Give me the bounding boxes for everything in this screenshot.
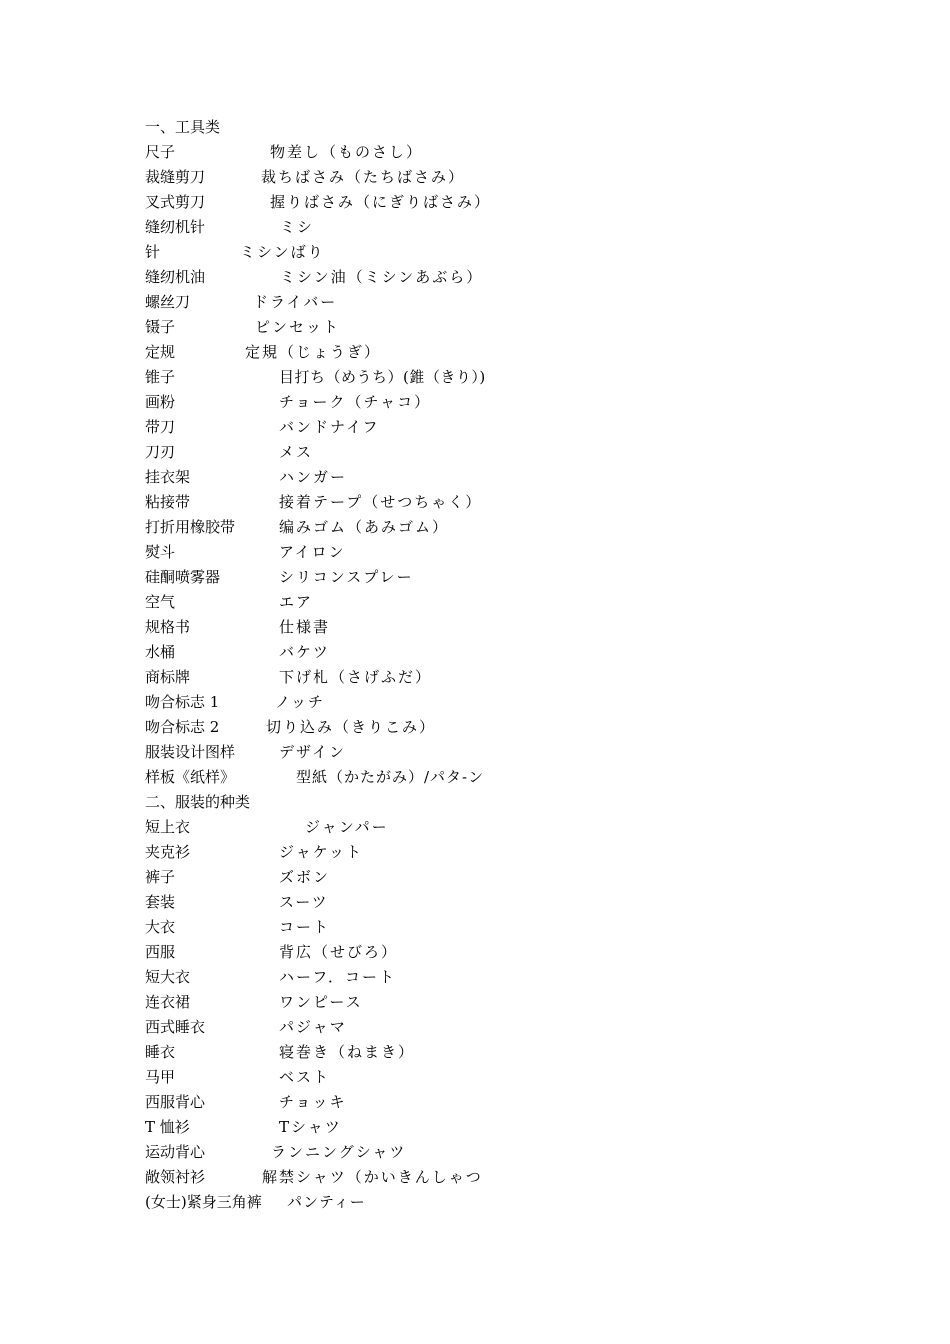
chinese-term: 西服背心 <box>145 1093 206 1111</box>
japanese-term: メス <box>279 443 314 461</box>
chinese-term: 尺子 <box>145 143 176 161</box>
japanese-term: バケツ <box>279 643 330 661</box>
japanese-term: 定規（じょうぎ） <box>245 343 382 361</box>
japanese-term: 切り込み（きりこみ） <box>266 718 437 736</box>
japanese-term: 寝巻き（ねまき） <box>279 1043 416 1061</box>
japanese-term: パンティー <box>287 1193 366 1211</box>
chinese-term: T 恤衫 <box>145 1118 190 1136</box>
chinese-term: 裤子 <box>145 868 176 886</box>
chinese-term: 短大衣 <box>145 968 191 986</box>
japanese-term: コート <box>279 918 331 936</box>
japanese-term: チョッキ <box>279 1093 347 1111</box>
chinese-term: 样板《纸样》 <box>145 768 236 786</box>
chinese-term: 连衣裙 <box>145 993 191 1011</box>
chinese-term: 挂衣架 <box>145 468 191 486</box>
chinese-term: 螺丝刀 <box>145 293 191 311</box>
chinese-term: 硅酮喷雾器 <box>145 568 221 586</box>
chinese-term: 短上衣 <box>145 818 191 836</box>
chinese-term: 打折用橡胶带 <box>145 518 236 536</box>
japanese-term: チョーク（チャコ） <box>279 393 432 411</box>
japanese-term: アイロン <box>279 543 346 561</box>
chinese-term: 带刀 <box>145 418 176 436</box>
japanese-term: 物差し（ものさし） <box>270 143 424 161</box>
chinese-term: 画粉 <box>145 393 176 411</box>
japanese-term: バンドナイフ <box>279 418 380 436</box>
japanese-term: ジャケット <box>279 843 363 861</box>
chinese-term: 西服 <box>145 943 176 961</box>
section-heading-clothing-types: 二、服装的种类 <box>145 793 251 811</box>
japanese-term: ノッチ <box>275 693 325 711</box>
japanese-term: 接着テープ（せつちゃく） <box>279 493 483 511</box>
chinese-term: 运动背心 <box>145 1143 206 1161</box>
chinese-term: 吻合标志 1 <box>145 693 220 711</box>
chinese-term: 西式睡衣 <box>145 1018 206 1036</box>
chinese-term: 锥子 <box>145 368 176 386</box>
chinese-term: 定规 <box>145 343 176 361</box>
japanese-term: ランニングシャツ <box>271 1143 407 1161</box>
japanese-term: ハーフ．コート <box>279 968 397 986</box>
japanese-term: ベスト <box>279 1068 331 1086</box>
japanese-term: 解禁シャツ（かいきんしゃつ <box>262 1168 483 1186</box>
chinese-term: 裁缝剪刀 <box>145 168 206 186</box>
japanese-term: ズボン <box>279 868 331 886</box>
japanese-term: ドライバー <box>253 293 338 311</box>
chinese-term: 针 <box>145 243 161 261</box>
japanese-term: ハンガー <box>279 468 348 486</box>
japanese-term: ミシンばり <box>240 243 325 261</box>
chinese-term: 刀刃 <box>145 443 176 461</box>
japanese-term: 仕様書 <box>279 618 331 636</box>
japanese-term: 握りばさみ（にぎりばさみ） <box>270 193 492 211</box>
chinese-term: 规格书 <box>145 618 191 636</box>
japanese-term: ジャンパー <box>305 818 389 836</box>
japanese-term: スーツ <box>279 893 329 911</box>
chinese-term: 大衣 <box>145 918 176 936</box>
chinese-term: 夹克衫 <box>145 843 191 861</box>
japanese-term: 裁ちばさみ（たちばさみ） <box>261 168 466 186</box>
chinese-term: 粘接带 <box>145 493 191 511</box>
japanese-term: ミシ <box>280 218 315 236</box>
japanese-term: 背広（せびろ） <box>279 943 399 961</box>
chinese-term: 叉式剪刀 <box>145 193 206 211</box>
chinese-term: 马甲 <box>145 1068 176 1086</box>
chinese-term: 水桶 <box>145 643 176 661</box>
chinese-term: 缝纫机油 <box>145 268 206 286</box>
japanese-term: 目打ち（めうち）(錐（きり）) <box>279 368 486 386</box>
chinese-term: 睡衣 <box>145 1043 176 1061</box>
japanese-term: ワンピース <box>279 993 363 1011</box>
japanese-term: パジャマ <box>279 1018 347 1036</box>
japanese-term: エア <box>279 593 314 611</box>
japanese-term: ミシン油（ミシンあぶら） <box>280 268 484 286</box>
chinese-term: 套装 <box>145 893 176 911</box>
chinese-term: 商标牌 <box>145 668 191 686</box>
japanese-term: ピンセット <box>255 318 341 336</box>
section-heading-tools: 一、工具类 <box>145 118 221 136</box>
chinese-term: 缝纫机针 <box>145 218 206 236</box>
chinese-term: 服装设计图样 <box>145 743 236 761</box>
japanese-term: 型紙（かたがみ）/パタ-ン <box>296 768 485 786</box>
japanese-term: Tシャツ <box>279 1118 342 1136</box>
chinese-term: 敞领衬衫 <box>145 1168 206 1186</box>
japanese-term: シリコンスプレー <box>279 568 414 586</box>
japanese-term: 下げ札（さげふだ） <box>279 668 433 686</box>
chinese-term: 吻合标志 2 <box>145 718 220 736</box>
japanese-term: 编みゴム（あみゴム） <box>279 518 450 536</box>
japanese-term: デザイン <box>279 743 346 761</box>
chinese-term: 熨斗 <box>145 543 176 561</box>
chinese-term: 空气 <box>145 593 176 611</box>
chinese-term: (女士)紧身三角裤 <box>145 1193 262 1211</box>
chinese-term: 镊子 <box>145 318 176 336</box>
